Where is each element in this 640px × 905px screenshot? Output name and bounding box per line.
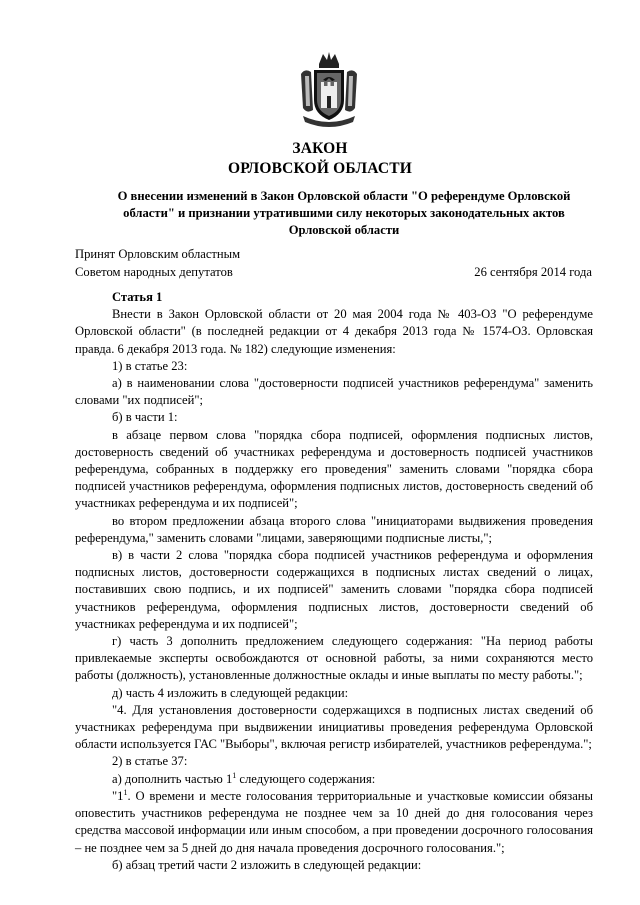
paragraph: в) в части 2 слова "порядка сбора подписей участников референдума и оформления подписных листов, достоверности содержащихся в подписных листах сведений о лицах, поставивших свою подпись, и их подписей" заменить словами "порядка сбора подписей участников референдума, оформления подписных листов, достоверности сведений об участниках референдума и их подписей"; <box>75 548 593 631</box>
region-title: ОРЛОВСКОЙ ОБЛАСТИ <box>227 160 413 177</box>
paragraph-text: "1 <box>112 788 124 803</box>
article-body <box>75 286 593 874</box>
paragraph-text: а) дополнить частью 1 <box>112 771 233 786</box>
superscript: 1 <box>123 787 128 797</box>
paragraph: г) часть 3 дополнить предложением следующего содержания: "На период работы привлекаемые эксперты освобождаются от основной работы, за ними сохраняются место работы (должность), установленные должностные оклады и иные выплаты по месту работы."; <box>75 634 593 683</box>
article-heading: Статья 1 <box>112 290 163 304</box>
law-title: ЗАКОН <box>292 140 348 157</box>
paragraph <box>75 771 593 788</box>
subtitle-line: области" и признании утратившими силу некоторых законодательных актов <box>123 206 565 220</box>
law-subtitle <box>86 188 602 239</box>
paragraph: во втором предложении абзаца второго слова "инициаторами выдвижения проведения референдума," заменить словами "лицами, заверяющими подписные листы,"; <box>75 513 593 545</box>
adoption-line: Принят Орловским областным <box>75 247 241 261</box>
paragraph: 2) в статье 37: <box>112 754 188 769</box>
paragraph-text: . О времени и месте голосования территориальные и участковые комиссии обязаны оповестить участников референдума не позднее чем за 10 дней до дня голосования через средства массовой информации или иным способом, а при проведении досрочного голосования – не позднее чем за 5 дней до дня начала проведения досрочного голосования."; <box>75 788 593 855</box>
paragraph: б) абзац третий части 2 изложить в следующей редакции: <box>112 857 422 872</box>
paragraph: д) часть 4 изложить в следующей редакции: <box>112 685 349 700</box>
paragraph: Внести в Закон Орловской области от 20 мая 2004 года № 403-ОЗ "О референдуме Орловской области" (в последней редакции от 4 декабря 2013 года № 1574-ОЗ. Орловская правда. 6 декабря 2013 года. № 182) следующие изменения: <box>75 307 593 356</box>
paragraph: а) в наименовании слова "достоверности подписей участников референдума" заменить словами "их подписей"; <box>75 376 593 408</box>
superscript: 1 <box>232 770 237 780</box>
adoption-line: Советом народных депутатов <box>75 265 233 279</box>
adoption-date: 26 сентября 2014 года <box>474 265 592 279</box>
paragraph: 1) в статье 23: <box>112 358 188 373</box>
paragraph: в абзаце первом слова "порядка сбора подписей, оформления подписных листов, достоверность сведений об участниках референдума и достоверность подписей участников референдума, собранных в поддержку его проведения" заменить словами "порядка сбора подписей участников референдума, оформления подписных листов, достоверность сведений об участниках референдума и их подписей"; <box>75 427 593 511</box>
paragraph-text: следующего содержания: <box>236 771 376 786</box>
adoption-info <box>75 245 240 281</box>
paragraph <box>75 788 593 857</box>
subtitle-line: Орловской области <box>288 223 400 237</box>
paragraph: б) в части 1: <box>112 410 178 425</box>
subtitle-line: О внесении изменений в Закон Орловской области "О референдуме Орловской <box>117 189 571 203</box>
paragraph: "4. Для установления достоверности содержащихся в подписных листах сведений об участниках референдума при выдвижении инициативы проведения референдума Орловской области используется ГАС "Выборы", включая регистр избирателей, участников референдума."; <box>75 702 593 752</box>
coat-of-arms-emblem <box>297 50 361 128</box>
